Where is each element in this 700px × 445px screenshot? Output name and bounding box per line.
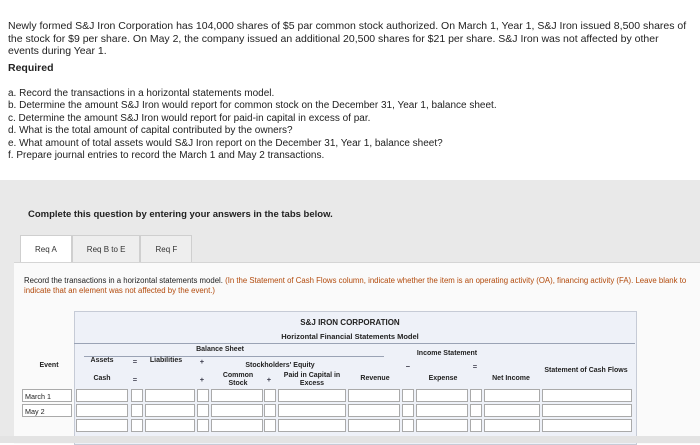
eq-sign: = — [132, 375, 138, 384]
requirement-item: d. What is the total amount of capital contributed by the owners? — [8, 125, 293, 137]
plus-cell — [197, 419, 209, 432]
common-stock-input[interactable] — [211, 389, 263, 402]
minus-sign: − — [405, 362, 411, 371]
minus-cell — [402, 419, 414, 432]
requirement-item: a. Record the transactions in a horizontal statements model. — [8, 88, 275, 99]
plus-cell — [264, 404, 276, 417]
common-stock-input[interactable] — [211, 419, 263, 432]
eq-cell — [131, 389, 143, 402]
net-income-input[interactable] — [484, 389, 540, 402]
tab-req-a[interactable]: Req A — [20, 235, 72, 264]
cash-input[interactable] — [76, 419, 128, 432]
income-statement-header: Income Statement — [416, 350, 478, 357]
expense-header: Expense — [428, 375, 458, 382]
revenue-header: Revenue — [360, 375, 390, 382]
liabilities-input[interactable] — [145, 389, 195, 402]
eq-cell — [131, 419, 143, 432]
liabilities-header: Liabilities — [149, 357, 183, 364]
paid-in-capital-input[interactable] — [278, 389, 346, 402]
net-income-input[interactable] — [484, 404, 540, 417]
cash-flows-input[interactable] — [542, 419, 632, 432]
minus-cell — [402, 389, 414, 402]
common-stock-header: Common Stock — [222, 372, 254, 387]
net-income-header: Net Income — [492, 375, 530, 382]
cash-header: Cash — [93, 375, 111, 382]
plus-cell — [197, 389, 209, 402]
minus-cell — [402, 404, 414, 417]
expense-input[interactable] — [416, 419, 468, 432]
assets-header: Assets — [90, 357, 114, 364]
paid-in-capital-input[interactable] — [278, 404, 346, 417]
plus-sign: + — [199, 357, 205, 366]
tab-req-b-to-e[interactable]: Req B to E — [72, 235, 141, 264]
requirement-item: c. Determine the amount S&J Iron would report for paid-in capital in excess of par. — [8, 112, 371, 124]
paid-in-capital-header: Paid in Capital in Excess — [283, 372, 341, 387]
revenue-input[interactable] — [348, 419, 400, 432]
problem-statement: Newly formed S&J Iron Corporation has 104,000 shares of $5 par common stock authorized. On March 1, Year 1, S&J Iron issued 8,500 shares of the stock for $9 per share. On May 2, the company issued an additional 20,500 shares for $21 per share. S&J Iron was not affected by other events during Year 1. — [8, 20, 687, 57]
complete-instruction: Complete this question by entering your answers in the tabs below. — [28, 209, 333, 220]
bottom-edge — [0, 436, 700, 443]
eq-sign: = — [472, 362, 478, 371]
revenue-input[interactable] — [348, 404, 400, 417]
requirements-list — [8, 88, 497, 162]
liabilities-input[interactable] — [145, 404, 195, 417]
instruction-main: Record the transactions in a horizontal statements model. — [24, 276, 226, 285]
cash-flows-header: Statement of Cash Flows — [544, 367, 628, 374]
common-stock-input[interactable] — [211, 404, 263, 417]
equity-header: Stockholders' Equity — [245, 362, 315, 369]
event-header: Event — [39, 362, 59, 369]
required-heading: Required — [8, 62, 54, 74]
plus-cell — [264, 389, 276, 402]
cash-input[interactable] — [76, 389, 128, 402]
eq-cell — [470, 404, 482, 417]
model-title: Horizontal Financial Statements Model — [281, 332, 419, 341]
header-divider — [74, 343, 635, 344]
plus-cell — [264, 419, 276, 432]
net-income-input[interactable] — [484, 419, 540, 432]
plus-sign: + — [199, 375, 205, 384]
eq-sign: = — [132, 357, 138, 366]
expense-input[interactable] — [416, 389, 468, 402]
eq-cell — [470, 419, 482, 432]
instruction-note: (In the Statement of Cash Flows column, indicate whether the item is an operating activity (OA), financing activity (FA). Leave blank to indicate that an element was not affected by the event.) — [24, 276, 687, 295]
plus-cell — [197, 404, 209, 417]
requirement-item: e. What amount of total assets would S&J Iron report on the December 31, Year 1, balance sheet? — [8, 137, 443, 149]
paid-in-capital-input[interactable] — [278, 419, 346, 432]
plus-sign: + — [266, 375, 272, 384]
balance-divider — [84, 356, 384, 357]
tab-req-f[interactable]: Req F — [140, 235, 192, 264]
expense-input[interactable] — [416, 404, 468, 417]
balance-sheet-header: Balance Sheet — [196, 346, 244, 353]
cash-input[interactable] — [76, 404, 128, 417]
row-event-label: March 1 — [22, 389, 72, 402]
liabilities-input[interactable] — [145, 419, 195, 432]
row-event-label: May 2 — [22, 404, 72, 417]
cash-flows-input[interactable] — [542, 404, 632, 417]
corporation-name: S&J IRON CORPORATION — [300, 318, 400, 327]
revenue-input[interactable] — [348, 389, 400, 402]
eq-cell — [470, 389, 482, 402]
cash-flows-input[interactable] — [542, 389, 632, 402]
requirement-item: b. Determine the amount S&J Iron would report for common stock on the December 31, Year 1, balance sheet. — [8, 100, 497, 112]
requirement-item: f. Prepare journal entries to record the March 1 and May 2 transactions. — [8, 150, 325, 162]
tab-bar — [20, 235, 192, 264]
eq-cell — [131, 404, 143, 417]
tab-instructions — [24, 276, 700, 295]
